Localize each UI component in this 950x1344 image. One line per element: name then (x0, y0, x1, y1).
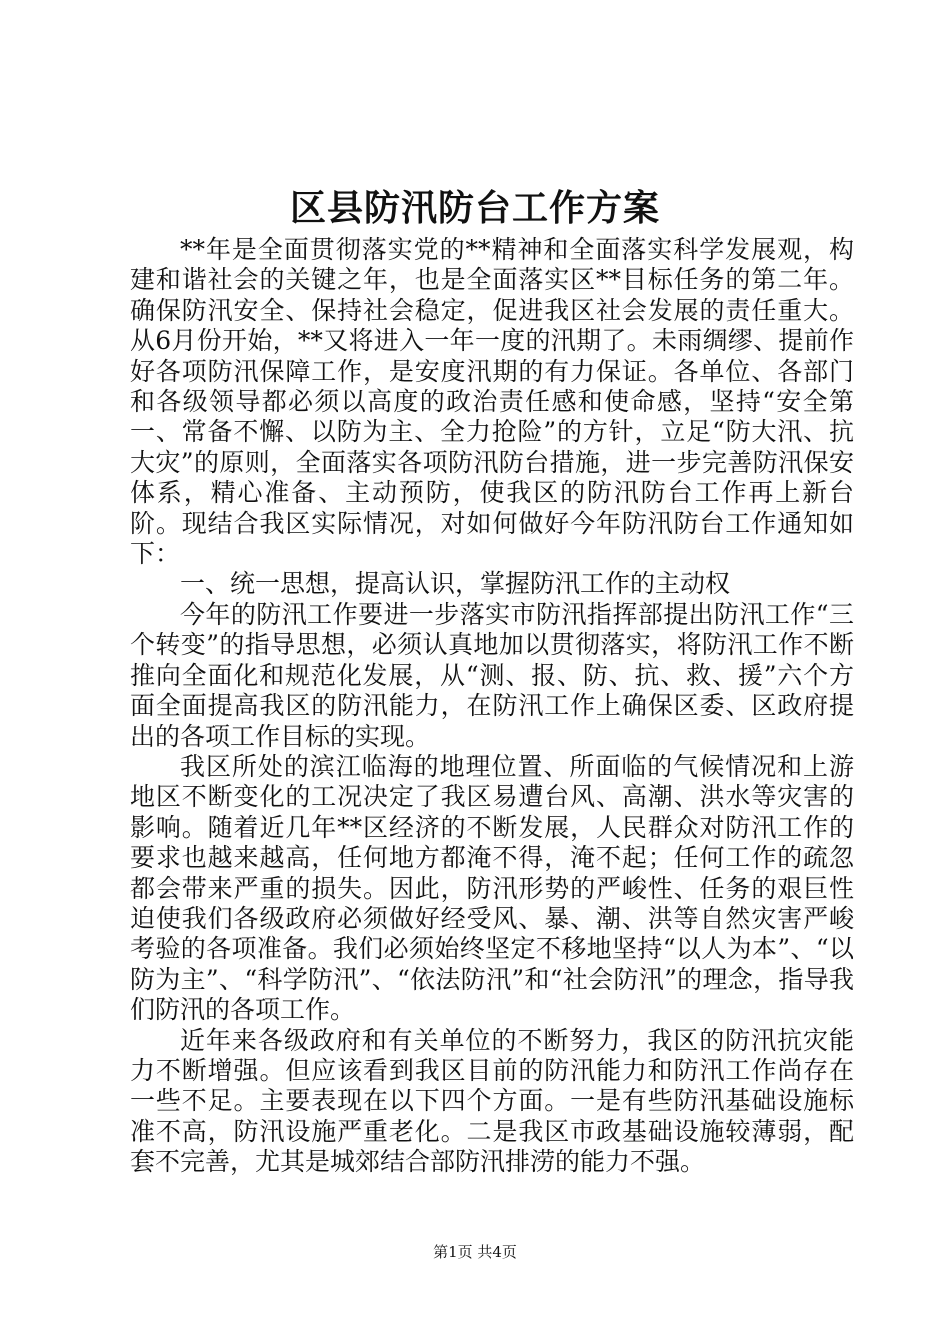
paragraph-intro: **年是全面贯彻落实党的**精神和全面落实科学发展观，构建和谐社会的关键之年，也是全面落实区**目标任务的第二年。确保防汛安全、保持社会稳定，促进我区社会发展的责任重大。从6月份开始，**又将进入一年一度的汛期了。未雨绸缪、提前作好各项防汛保障工作，是安度汛期的有力保证。各单位、各部门和各级领导都必须以高度的政治责任感和使命感，坚持“安全第一、常备不懈、以防为主、全力抢险”的方针，立足“防大汛、抗大灾”的原则，全面落实各项防汛防台措施，进一步完善防汛保安体系，精心准备、主动预防，使我区的防汛防台工作再上新台阶。现结合我区实际情况，对如何做好今年防汛防台工作通知如下： (130, 235, 854, 569)
section-heading-1: 一、统一思想，提高认识，掌握防汛工作的主动权 (180, 569, 731, 599)
paragraph-guidance: 今年的防汛工作要进一步落实市防汛指挥部提出防汛工作“三个转变”的指导思想，必须认真地加以贯彻落实，将防汛工作不断推向全面化和规范化发展，从“测、报、防、抗、救、援”六个方面全面提高我区的防汛能力，在防汛工作上确保区委、区政府提出的各项工作目标的实现。 (130, 599, 854, 751)
page-number-footer: 第1页 共4页 (433, 1243, 517, 1261)
paragraph-situation: 我区所处的滨江临海的地理位置、所面临的气候情况和上游地区不断变化的工况决定了我区易遭台风、高潮、洪水等灾害的影响。随着近几年**区经济的不断发展，人民群众对防汛工作的要求也越来越高，任何地方都淹不得，淹不起；任何工作的疏忽都会带来严重的损失。因此，防汛形势的严峻性、任务的艰巨性迫使我们各级政府必须做好经受风、暴、潮、洪等自然灾害严峻考验的各项准备。我们必须始终坚定不移地坚持“以人为本”、“以防为主”、“科学防汛”、“依法防汛”和“社会防汛”的理念，指导我们防汛的各项工作。 (130, 751, 854, 1025)
paragraph-shortcomings: 近年来各级政府和有关单位的不断努力，我区的防汛抗灾能力不断增强。但应该看到我区目前的防汛能力和防汛工作尚存在一些不足。主要表现在以下四个方面。一是有些防汛基础设施标准不高，防汛设施严重老化。二是我区市政基础设施较薄弱，配套不完善，尤其是城郊结合部防汛排涝的能力不强。 (130, 1025, 854, 1177)
document-title: 区县防汛防台工作方案 (289, 187, 660, 229)
document-body (130, 235, 854, 1178)
